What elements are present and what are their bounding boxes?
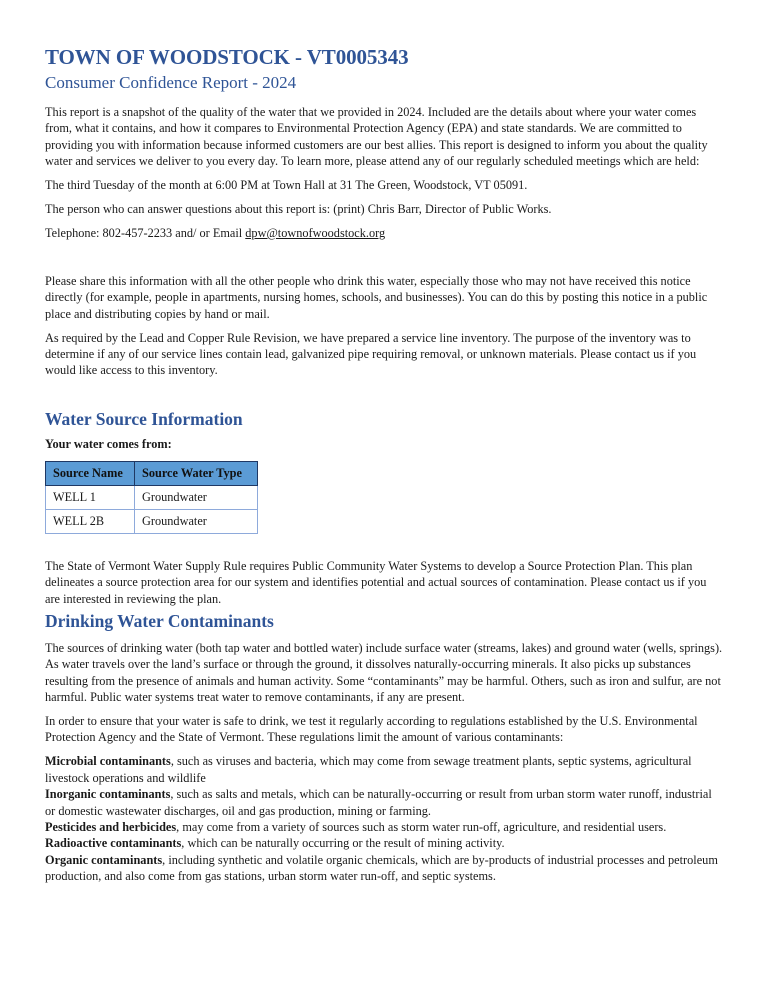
column-header-source-water-type: Source Water Type — [135, 461, 258, 485]
contaminant-description: , such as salts and metals, which can be naturally-occurring or result from urban storm water runoff, industrial or domestic wastewater discharges, oil and gas production, mining or farming. — [45, 787, 712, 818]
list-item — [45, 753, 723, 786]
contaminant-description: , including synthetic and volatile organic chemicals, which are by-products of industrial processes and petroleum production, and also come from gas stations, urban storm water run-off, and septic systems. — [45, 852, 718, 884]
contaminant-term: Microbial contaminants — [45, 754, 171, 769]
table-row — [46, 509, 258, 533]
table-header-row — [46, 461, 258, 485]
contaminants-sources-paragraph: The sources of drinking water (both tap water and bottled water) include surface water (streams, lakes) and ground water (wells, springs). As water travels over the land’s surface or through the ground, it dissolves naturally-occurring minerals. It also picks up substances resulting from the presence of animals and human activity. Some “contaminants” may be harmful. Others, such as iron and sulfur, are not harmful. Public water systems treat water to remove contaminants, if any are present. — [45, 640, 723, 705]
page-subtitle: Consumer Confidence Report - 2024 — [45, 73, 297, 92]
water-source-label: Your water comes from: — [45, 437, 172, 452]
contaminants-heading: Drinking Water Contaminants — [45, 610, 274, 631]
contaminant-term: Inorganic contaminants — [45, 787, 171, 802]
intro-paragraph: This report is a snapshot of the quality of the water that we provided in 2024. Included are the details about where your water comes from, what it contains, and how it compares to Environmental Protection Agency (EPA) and state standards. We are committed to providing you with information because informed customers are our best allies. This report is designed to inform you about the quality water and services we deliver to you every day. To learn more, please attend any of our regularly scheduled meetings which are held: — [45, 105, 708, 169]
list-item — [45, 835, 723, 851]
source-protection-paragraph: The State of Vermont Water Supply Rule requires Public Community Water Systems to develop a Source Protection Plan. This plan delineates a source protection area for our system and identifies potential and actual sources of contamination. Please contact us if you are interested in reviewing the plan. — [45, 558, 707, 606]
source-name-cell: WELL 1 — [46, 485, 135, 509]
water-source-table — [45, 461, 258, 534]
contaminant-list — [45, 753, 723, 884]
contaminants-regulation-paragraph: In order to ensure that your water is safe to drink, we test it regularly according to regulations established by the U.S. Environmental Protection Agency and the State of Vermont. These regulations limit the amount of various contaminants: — [45, 714, 698, 745]
share-paragraph: Please share this information with all the other people who drink this water, especially those who may not have received this notice directly (for example, people in apartments, nursing homes, schools, and businesses). You can do this by posting this notice in a public place and distributing copies by hand or mail. — [45, 273, 708, 321]
source-type-cell: Groundwater — [135, 509, 258, 533]
contact-person: The person who can answer questions about this report is: (print) Chris Barr, Director of Public Works. — [45, 202, 552, 217]
telephone-text: Telephone: 802-457-2233 and/ or Email — [45, 225, 246, 240]
source-name-cell: WELL 2B — [46, 509, 135, 533]
email-link[interactable]: dpw@townofwoodstock.org — [245, 225, 386, 240]
contaminant-term: Organic contaminants — [45, 852, 163, 867]
page-title: TOWN OF WOODSTOCK - VT0005343 — [45, 45, 409, 69]
contaminant-term: Radioactive contaminants — [45, 836, 182, 851]
contaminant-description: , may come from a variety of sources such as storm water run-off, agriculture, and residential users. — [176, 819, 667, 834]
list-item — [45, 786, 723, 819]
contaminant-term: Pesticides and herbicides — [45, 819, 177, 834]
contaminant-description: , which can be naturally occurring or the result of mining activity. — [181, 836, 505, 851]
source-type-cell: Groundwater — [135, 485, 258, 509]
water-source-heading: Water Source Information — [45, 409, 243, 430]
document-page — [45, 44, 723, 885]
contaminant-description: , such as viruses and bacteria, which may come from sewage treatment plants, septic systems, agricultural livestock operations and wildlife — [45, 754, 692, 785]
list-item — [45, 852, 723, 885]
lead-copper-paragraph: As required by the Lead and Copper Rule Revision, we have prepared a service line inventory. The purpose of the inventory was to determine if any of our service lines contain lead, galvanized pipe requiring removal, or unknown materials. Please contact us if you would like access to this inventory. — [45, 330, 697, 378]
table-row — [46, 485, 258, 509]
meeting-info: The third Tuesday of the month at 6:00 PM at Town Hall at 31 The Green, Woodstock, VT 05091. — [45, 178, 528, 193]
column-header-source-name: Source Name — [46, 461, 135, 485]
list-item — [45, 819, 723, 835]
contact-telephone — [45, 225, 723, 241]
